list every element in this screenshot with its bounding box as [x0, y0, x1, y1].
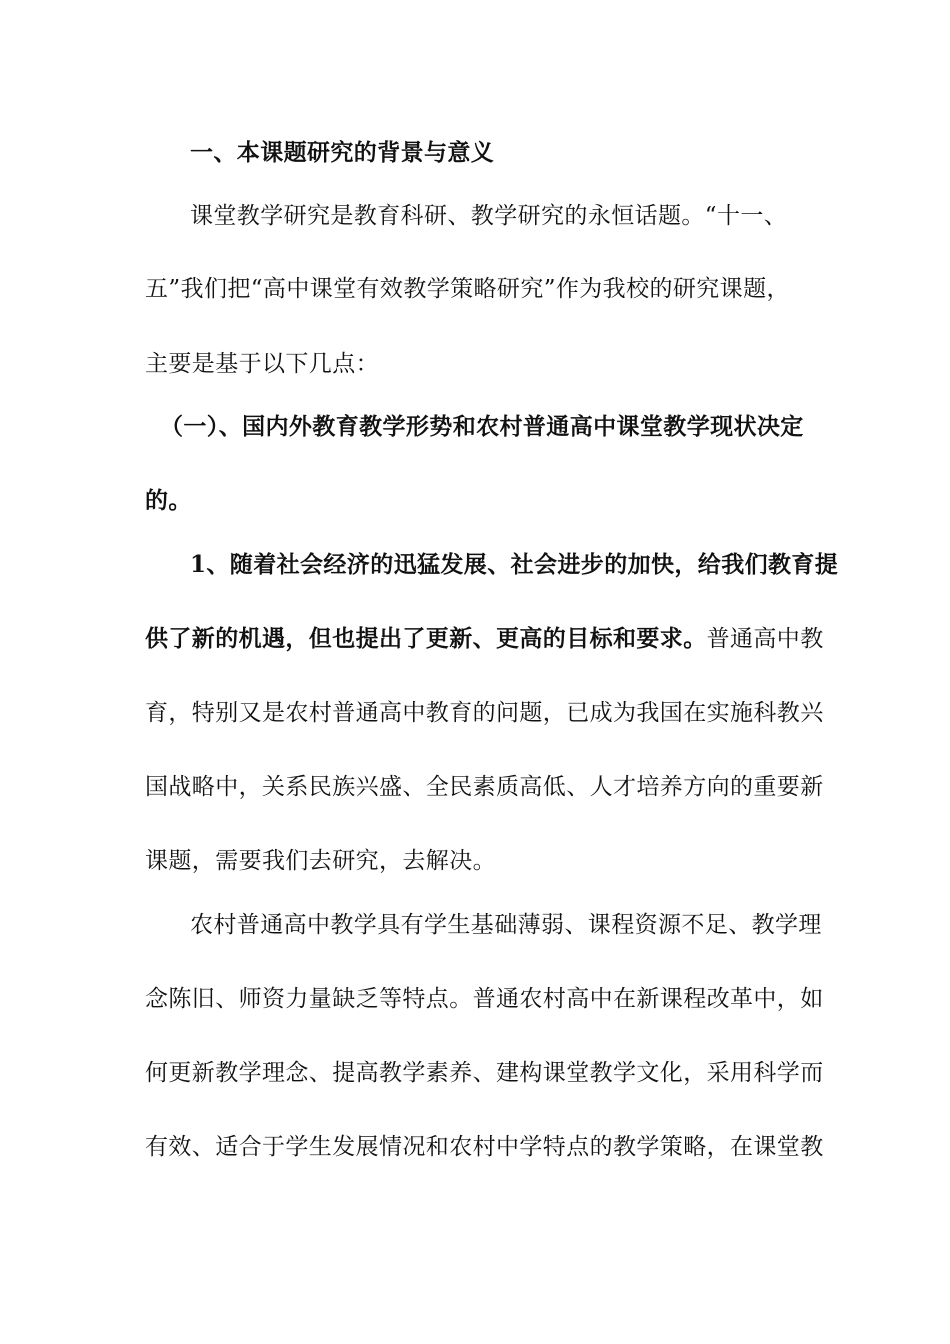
point1-line-3: 育，特别又是农村普通高中教育的问题，已成为我国在实施科教兴 [145, 700, 824, 726]
intro-line-2: 五”我们把“高中课堂有效教学策略研究”作为我校的研究课题， [145, 276, 790, 302]
intro-line-1: 课堂教学研究是教育科研、教学研究的永恒话题。“十一、 [190, 203, 788, 229]
intro-line-3: 主要是基于以下几点： [145, 351, 379, 377]
paragraph2-line-2: 念陈旧、师资力量缺乏等特点。普通农村高中在新课程改革中，如 [145, 986, 824, 1012]
point1-line-4: 国战略中，关系民族兴盛、全民素质高低、人才培养方向的重要新 [145, 774, 824, 800]
section-heading: 一、本课题研究的背景与意义 [190, 139, 495, 166]
point1-line-1: 1、随着社会经济的迅猛发展、社会进步的加快，给我们教育提 [190, 551, 839, 578]
paragraph2-line-1: 农村普通高中教学具有学生基础薄弱、课程资源不足、教学理 [190, 912, 822, 938]
point1-line-2-normal: 普通高中教 [706, 626, 824, 652]
point1-line-5: 课题，需要我们去研究，去解决。 [145, 848, 496, 874]
subheading-line-1: （一）、国内外教育教学形势和农村普通高中课堂教学现状决定 [160, 413, 804, 440]
paragraph2-line-4: 有效、适合于学生发展情况和农村中学特点的教学策略，在课堂教 [145, 1134, 824, 1160]
point1-line-2-bold: 供了新的机遇，但也提出了更新、更高的目标和要求。 [145, 625, 707, 652]
point1-line-2 [145, 624, 824, 654]
paragraph2-line-3: 何更新教学理念、提高教学素养、建构课堂教学文化，采用科学而 [145, 1060, 824, 1086]
subheading-line-2: 的。 [145, 487, 192, 514]
